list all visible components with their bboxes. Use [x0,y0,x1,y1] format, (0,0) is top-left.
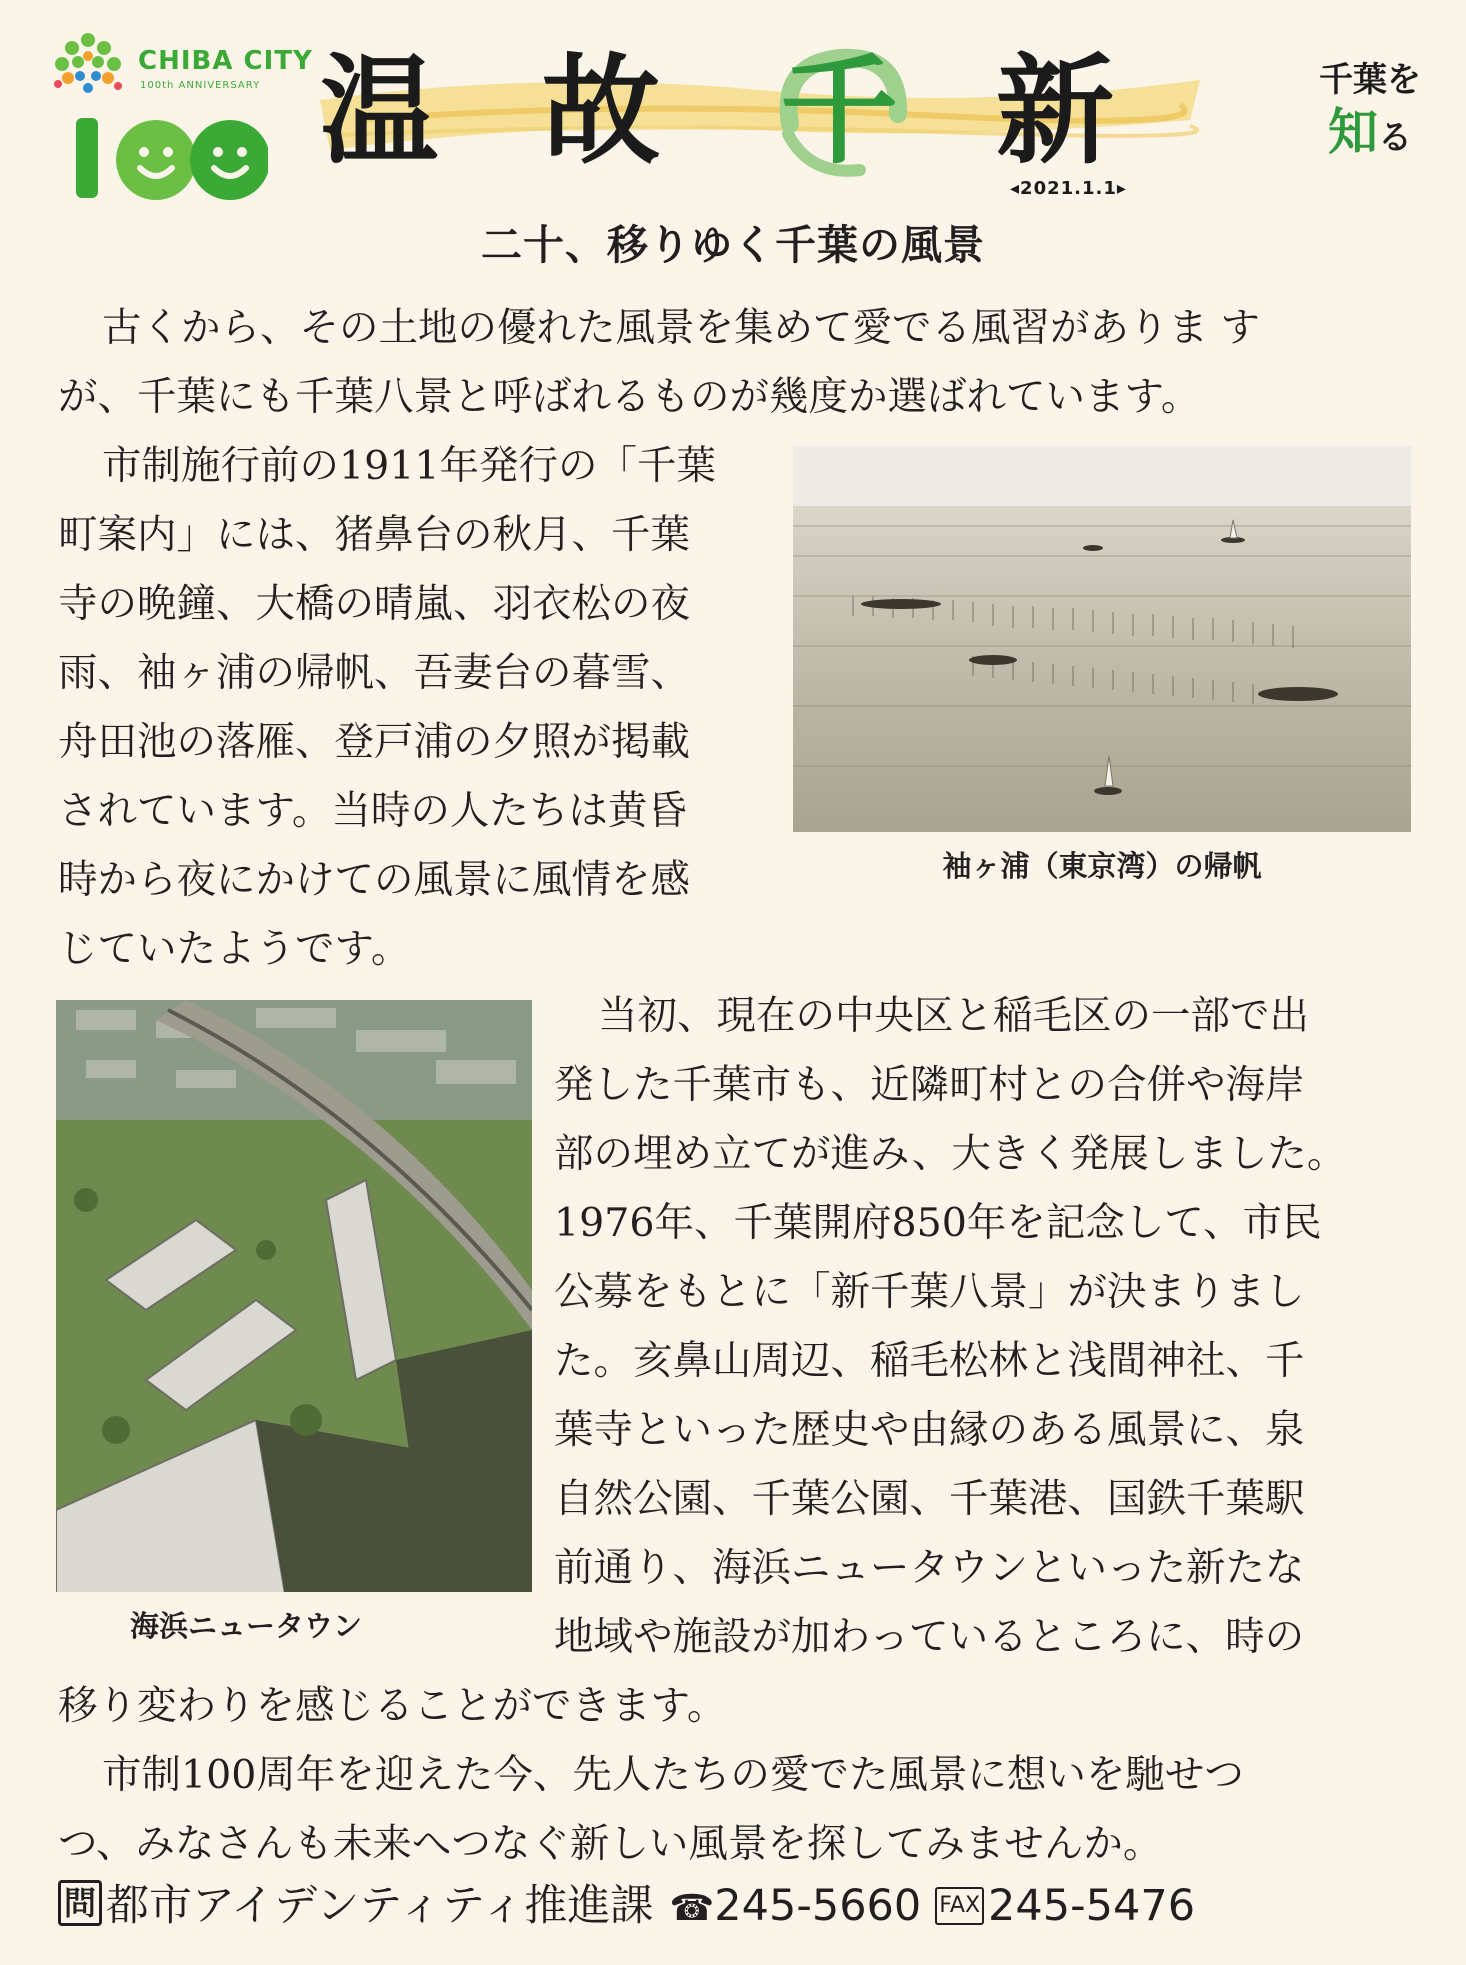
department-name: 都市アイデンティティ推進課 [106,1881,654,1931]
paragraph-3 [554,982,1346,1672]
logo-city-text: CHIBA CITY [138,46,313,76]
paragraph-3-tail: 移り変わりを感じることができます。 [58,1683,727,1729]
paragraph-line: 市制施行前の1911年発行の「千葉 [102,443,717,489]
corner-label-big-char: 知 [1328,103,1378,161]
logo-anniversary-text: 100th ANNIVERSARY [140,80,261,91]
paragraph-line: 町案内」には、猪鼻台の秋月、千葉 [58,512,690,558]
title-char-1: 温 [320,41,439,180]
photo-sodegaura-sailboats [793,446,1411,832]
paragraph-line: 当初、現在の中央区と稲毛区の一部で出 [598,993,1309,1039]
paragraph-4 [58,1741,1244,1879]
paragraph-line: た。亥鼻山周辺、稲毛松林と浅間神社、千 [554,1338,1305,1384]
city-100th-logo [48,28,313,178]
paragraph-line: 自然公園、千葉公園、千葉港、国鉄千葉駅 [554,1476,1305,1522]
paragraph-line: 部の埋め立てが進み、大きく発展しました。 [554,1131,1347,1177]
issue-date: ◂2021.1.1▸ [1010,178,1127,199]
paragraph-line: 公募をもとに「新千葉八景」が決まりまし [554,1269,1305,1315]
column-title [320,30,1200,199]
telephone-number: 245-5660 [714,1881,922,1931]
telephone-icon: ☎ [669,1888,715,1929]
paragraph-1 [58,294,1260,432]
aerial-photo-image [56,1000,532,1592]
photo-2-caption: 海浜ニュータウン [129,1609,362,1643]
title-char-3: 千 [780,41,899,180]
paragraph-line: 雨、袖ヶ浦の帰帆、吾妻台の暮雪、 [58,650,690,696]
paragraph-line: 市制100周年を迎えた今、先人たちの愛でた風景に想いを馳せつ [102,1752,1244,1798]
article-heading: 二十、移りゆく千葉の風景 [481,221,985,269]
paragraph-line: 時から夜にかけての風景に風情を感 [58,857,690,903]
logo-100-graphic [68,112,268,204]
paragraph-line: されています。当時の人たちは黄昏 [58,788,687,834]
paragraph-line: 前通り、海浜ニュータウンといった新たな [554,1545,1305,1591]
corner-label-small-char: る [1378,118,1412,158]
paragraph-2 [58,432,716,984]
paragraph-line: 舟田池の落雁、登戸浦の夕照が掲載 [58,719,690,765]
fax-mark: FAX [935,1887,984,1925]
fax-number: 245-5476 [988,1881,1196,1931]
sea-photo-image [793,446,1411,832]
corner-label [1290,58,1450,168]
photo-1-caption: 袖ヶ浦（東京湾）の帰帆 [942,849,1262,883]
paragraph-line: つ、みなさんも未来へつなぐ新しい風景を探してみませんか。 [58,1821,1163,1867]
title-char-2: 故 [542,41,661,180]
paragraph-line: 発した千葉市も、近隣町村との合併や海岸 [554,1062,1305,1108]
inquiry-mark: 問 [58,1880,102,1926]
title-char-4: 新 [996,41,1115,180]
paragraph-line: 地域や施設が加わっているところに、時の [554,1614,1305,1660]
paragraph-line: 1976年、千葉開府850年を記念して、市民 [554,1200,1322,1246]
paragraph-line: が、千葉にも千葉八景と呼ばれるものが幾度か選ばれています。 [58,374,1201,420]
paragraph-line: じていたようです。 [58,926,411,972]
contact-footer [58,1876,1195,1939]
corner-label-line1: 千葉を [1319,60,1421,100]
paragraph-line: 寺の晩鐘、大橋の晴嵐、羽衣松の夜 [58,581,690,627]
photo-kaihin-newtown [56,1000,532,1592]
paragraph-line: 古くから、その土地の優れた風景を集めて愛でる風習がありま す [102,305,1261,351]
paragraph-line: 葉寺といった歴史や由縁のある風景に、泉 [554,1407,1305,1453]
tree-icon [48,28,128,108]
corner-label-line2 [1290,102,1450,168]
